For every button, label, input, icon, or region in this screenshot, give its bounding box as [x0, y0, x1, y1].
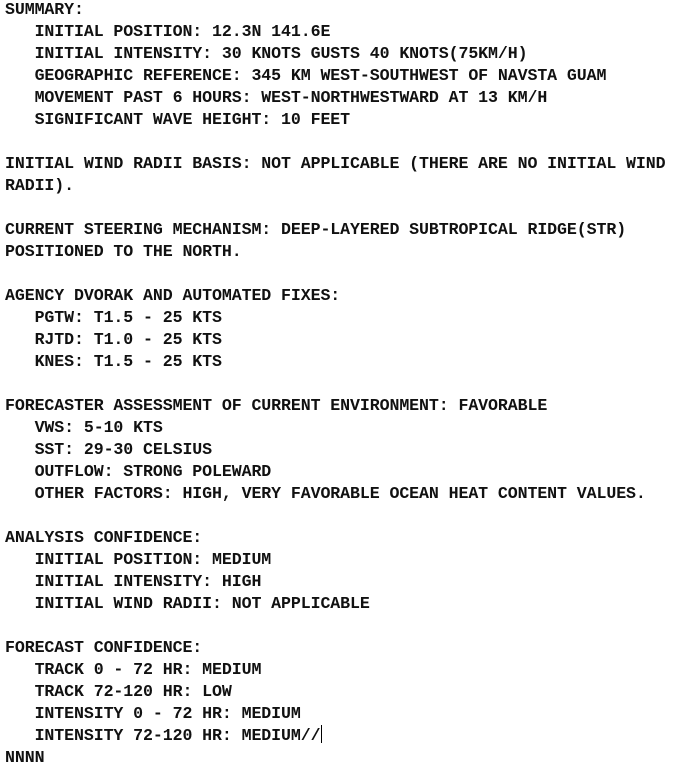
line-text: TRACK 72-120 HR: LOW [5, 682, 232, 701]
line-text: ANALYSIS CONFIDENCE: [5, 528, 203, 547]
text-cursor [321, 725, 322, 743]
line-text: INITIAL INTENSITY: 30 KNOTS GUSTS 40 KNOTS(75KM/H) [5, 44, 528, 63]
blank-line [5, 373, 665, 395]
line-text: VWS: 5-10 KTS [5, 418, 163, 437]
text-line [5, 461, 665, 483]
line-text: INTENSITY 0 - 72 HR: MEDIUM [5, 704, 301, 723]
line-text: GEOGRAPHIC REFERENCE: 345 KM WEST-SOUTHWEST OF NAVSTA GUAM [5, 66, 607, 85]
line-text: POSITIONED TO THE NORTH. [5, 242, 242, 261]
line-text: SST: 29-30 CELSIUS [5, 440, 213, 459]
line-text: TRACK 0 - 72 HR: MEDIUM [5, 660, 262, 679]
text-line [5, 417, 665, 439]
text-line [5, 659, 665, 681]
text-line [5, 571, 665, 593]
line-text: INITIAL POSITION: 12.3N 141.6E [5, 22, 331, 41]
blank-line [5, 131, 665, 153]
blank-line [5, 615, 665, 637]
text-line [5, 307, 665, 329]
text-line [5, 681, 665, 703]
line-text: SIGNIFICANT WAVE HEIGHT: 10 FEET [5, 110, 351, 129]
line-text: FORECAST CONFIDENCE: [5, 638, 203, 657]
line-text: RJTD: T1.0 - 25 KTS [5, 330, 222, 349]
text-line [5, 0, 665, 21]
blank-line [5, 263, 665, 285]
blank-line [5, 505, 665, 527]
line-text: KNES: T1.5 - 25 KTS [5, 352, 222, 371]
line-text: INITIAL WIND RADII: NOT APPLICABLE [5, 594, 370, 613]
line-text: PGTW: T1.5 - 25 KTS [5, 308, 222, 327]
line-text: INITIAL INTENSITY: HIGH [5, 572, 262, 591]
line-text: OUTFLOW: STRONG POLEWARD [5, 462, 272, 481]
text-line [5, 483, 665, 505]
text-line [5, 109, 665, 131]
line-text: CURRENT STEERING MECHANISM: DEEP-LAYERED SUBTROPICAL RIDGE(STR) [5, 220, 627, 239]
line-text: INITIAL WIND RADII BASIS: NOT APPLICABLE (THERE ARE NO INITIAL WIND [5, 154, 666, 173]
text-line [5, 219, 665, 241]
text-line [5, 725, 665, 747]
text-line [5, 351, 665, 373]
warning-text-document[interactable] [5, 0, 665, 769]
line-text: AGENCY DVORAK AND AUTOMATED FIXES: [5, 286, 341, 305]
text-line [5, 87, 665, 109]
text-line [5, 153, 665, 175]
line-text: INTENSITY 72-120 HR: MEDIUM// [5, 726, 321, 745]
line-text: MOVEMENT PAST 6 HOURS: WEST-NORTHWESTWARD AT 13 KM/H [5, 88, 548, 107]
line-text: SUMMARY: [5, 0, 84, 19]
line-text: NNNN [5, 748, 45, 767]
line-text: RADII). [5, 176, 75, 195]
text-line [5, 549, 665, 571]
text-line [5, 175, 665, 197]
line-text: OTHER FACTORS: HIGH, VERY FAVORABLE OCEAN HEAT CONTENT VALUES. [5, 484, 646, 503]
line-text: FORECASTER ASSESSMENT OF CURRENT ENVIRONMENT: FAVORABLE [5, 396, 548, 415]
blank-line [5, 197, 665, 219]
text-line [5, 527, 665, 549]
text-line [5, 285, 665, 307]
line-text: INITIAL POSITION: MEDIUM [5, 550, 272, 569]
text-line [5, 329, 665, 351]
text-line [5, 637, 665, 659]
text-line [5, 747, 665, 769]
text-line [5, 241, 665, 263]
text-line [5, 43, 665, 65]
text-line [5, 593, 665, 615]
text-line [5, 703, 665, 725]
text-line [5, 439, 665, 461]
text-line [5, 21, 665, 43]
text-line [5, 65, 665, 87]
text-line [5, 395, 665, 417]
